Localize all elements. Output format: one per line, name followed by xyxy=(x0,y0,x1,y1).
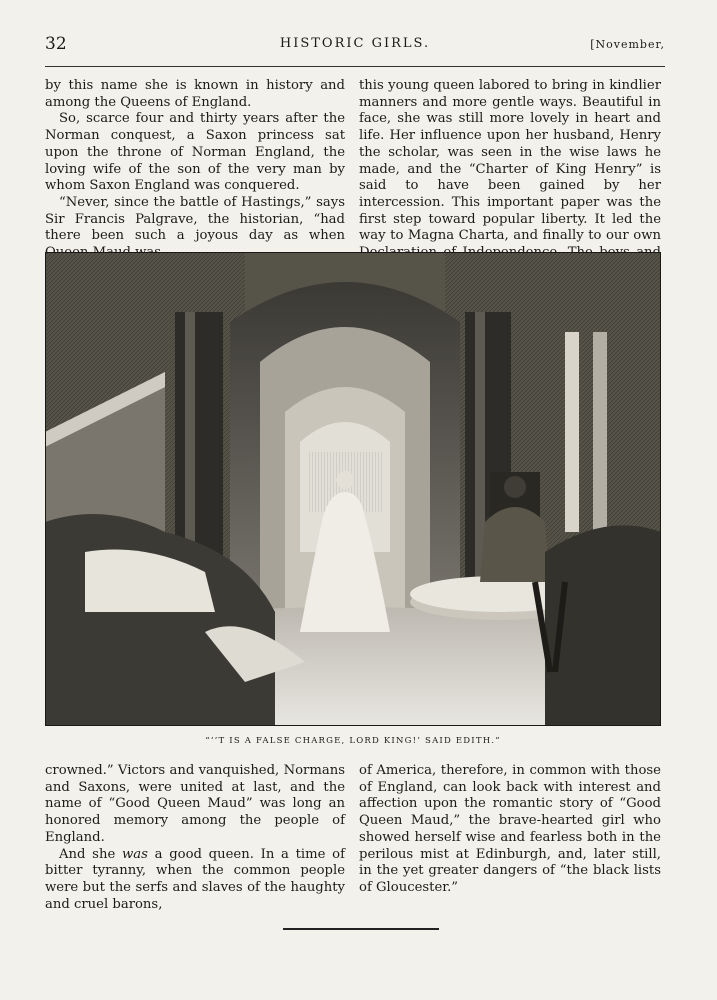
paragraph: this young queen labored to bring in kindlier manners and more gentle ways. Beautiful in face, she was still more lovely in heart and life. Her influence upon her husband, Henry the scholar, was seen in the wise laws he made, and the “Charter of King Henry” is said to have been gained by her intercession. This important paper was the first step toward popular liberty. It led the way to Magna Charta, and finally to our own xyxy=(359,78,661,244)
text-column-top-right xyxy=(359,78,661,244)
header-month: [November, xyxy=(590,38,665,51)
paragraph: crowned.” Victors and vanquished, Normans and Saxons, were united at last, and the name of “Good Queen Maud” was long an honored memory among the people of England. xyxy=(45,763,345,845)
text-column-bottom-right xyxy=(359,763,661,895)
illustration-caption: “‘’T IS A FALSE CHARGE, LORD KING!’ SAID EDITH.” xyxy=(205,736,501,746)
header-rule xyxy=(45,66,665,67)
section-end-rule xyxy=(283,928,439,930)
running-header xyxy=(45,34,665,58)
running-title: HISTORIC GIRLS. xyxy=(279,36,431,51)
paragraph: So, scarce four and thirty years after the Norman conquest, a Saxon princess sat upon the throne of Norman England, the loving wife of the son of the very man by whom Saxon England was conquered. xyxy=(45,111,345,194)
paragraph: And she was a good queen. In a time of bitter tyranny, when the common people were but the serfs and slaves of the haughty and cruel barons, xyxy=(45,846,345,912)
paragraph: of America, therefore, in common with those of England, can look back with interest and affection upon the romantic story of “Good Queen Maud,” the brave-hearted girl who showed herself wise and fearless both in the perilous mist at Edinburgh, and, later still, in the yet greater dangers of “the black lists of Gloucester.” xyxy=(359,763,661,895)
paragraph: “Never, since the battle of Hastings,” says Sir Francis Palgrave, the historian, “had there been such a joyous day as when xyxy=(45,194,345,244)
paragraph: by this name she is known in history and among the Queens of England. xyxy=(45,78,345,110)
text-column-bottom-left xyxy=(45,763,345,912)
text-column-top-left xyxy=(45,78,345,244)
page-number: 32 xyxy=(45,34,67,54)
engraving-illustration xyxy=(45,252,661,726)
emphasis-was: was xyxy=(121,846,148,862)
